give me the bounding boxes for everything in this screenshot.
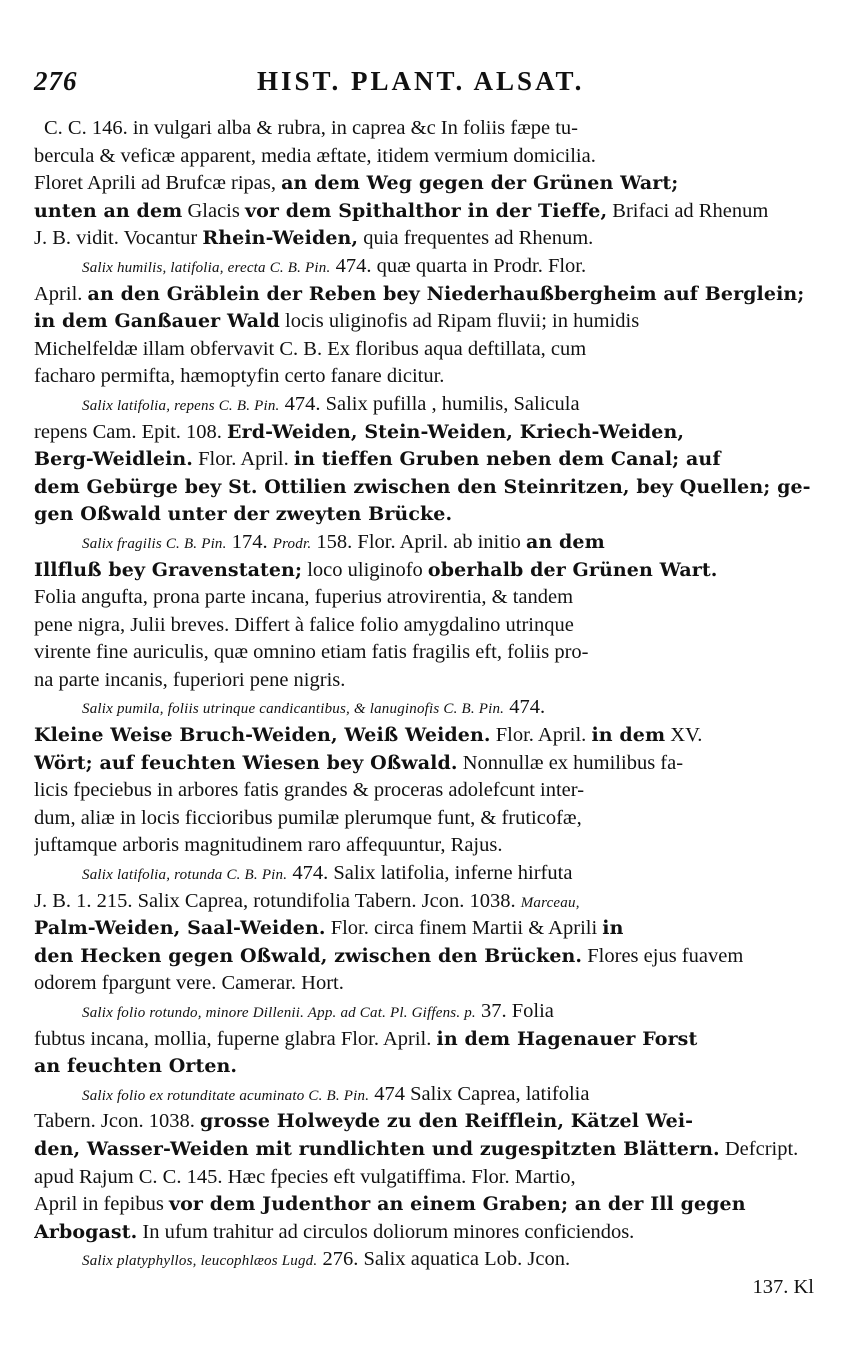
latin-text: Flores ejus fuavem	[582, 944, 744, 967]
text-line	[34, 970, 824, 998]
citation-text: Salix humilis, latifolia, erecta C. B. Pin.	[82, 259, 331, 276]
text-line	[34, 1053, 824, 1081]
text-line	[34, 474, 824, 502]
german-text: grosse Holweyde zu den Reifflein, Kätzel Wei-	[199, 1110, 694, 1133]
latin-text: Flor. April.	[490, 724, 592, 747]
text-line	[34, 1026, 824, 1054]
text-line	[34, 557, 824, 585]
body-text	[34, 115, 824, 1302]
german-text: Palm-Weiden, Saal-Weiden.	[34, 917, 326, 940]
german-text: unten an dem	[34, 199, 183, 222]
latin-text: J. B. 1. 215. Salix Caprea, rotundifolia Tabern. Jcon. 1038.	[34, 889, 521, 912]
text-line	[34, 115, 824, 143]
citation-text: Salix latifolia, rotunda C. B. Pin.	[82, 867, 288, 884]
text-line	[34, 1108, 824, 1136]
latin-text: na parte incanis, fuperiori pene nigris.	[34, 668, 346, 691]
latin-text: pene nigra, Julii breves. Differt à falice folio amygdalino utrinque	[34, 613, 574, 636]
text-line	[34, 777, 824, 805]
running-title: HIST. PLANT. ALSAT.	[257, 66, 585, 96]
german-text: vor dem Judenthor an einem Graben; an der Ill gegen	[168, 1193, 746, 1216]
latin-text: loco uliginofo	[302, 558, 428, 581]
german-text: Wört; auf feuchten Wiesen bey Oßwald.	[34, 751, 458, 774]
text-line	[34, 943, 824, 971]
german-text: Erd-Weiden, Stein-Weiden, Kriech-Weiden,	[227, 420, 685, 443]
text-line	[34, 281, 824, 309]
german-text: Illfluß bey Gravenstaten;	[34, 558, 303, 581]
german-text: Berg-Weidlein.	[34, 448, 194, 471]
german-text: an dem Weg gegen der Grünen Wart;	[281, 172, 679, 195]
latin-text: 137. Kl	[752, 1275, 814, 1298]
german-text: gen Oßwald unter der zweyten Brücke.	[34, 503, 453, 526]
text-line	[34, 1274, 824, 1302]
german-text: in dem Ganßauer Wald	[34, 310, 280, 333]
latin-text: Brifaci ad Rhenum	[607, 199, 769, 222]
text-line	[34, 419, 824, 447]
latin-text: juftamque arboris magnitudinem raro affequuntur, Rajus.	[34, 834, 503, 857]
german-text: in	[602, 917, 624, 940]
latin-text: In ufum trahitur ad circulos doliorum minores conficiendos.	[137, 1220, 635, 1243]
citation-text: Prodr.	[272, 535, 312, 552]
citation-text: Salix folio ex rotunditate acuminato C. B. Pin.	[82, 1087, 370, 1104]
citation-text: Salix latifolia, repens C. B. Pin.	[82, 397, 280, 414]
text-line	[34, 750, 824, 778]
german-text: den Hecken gegen Oßwald, zwischen den Brücken.	[34, 944, 583, 967]
latin-text: 174.	[226, 530, 273, 553]
latin-text: April in fepibus	[34, 1193, 169, 1216]
page-number: 276	[34, 66, 78, 96]
latin-text: Nonnullæ ex humilibus fa-	[457, 751, 684, 774]
text-line	[34, 170, 824, 198]
latin-text: Glacis	[182, 199, 245, 222]
latin-text: Flor. circa finem Martii & Aprili	[325, 917, 603, 940]
text-line	[34, 722, 824, 750]
citation-text: Salix pumila, foliis utrinque candicantibus, & lanuginofis C. B. Pin.	[82, 701, 505, 718]
latin-text: C. C. 146. in vulgari alba & rubra, in caprea &c In foliis fæpe tu-	[44, 117, 579, 139]
latin-text: Tabern. Jcon. 1038.	[34, 1110, 200, 1133]
latin-text: 474. Salix latifolia, inferne hirfuta	[287, 862, 573, 885]
text-line	[34, 1136, 824, 1164]
citation-text: Salix fragilis C. B. Pin.	[82, 535, 227, 552]
text-line	[34, 501, 824, 529]
latin-text: Flor. April.	[193, 448, 294, 471]
latin-text: bercula & veficæ apparent, media æftate, itidem vermium domicilia.	[34, 144, 596, 167]
latin-text: 474. Salix pufilla , humilis, Salicula	[279, 392, 580, 415]
text-line	[34, 1081, 824, 1109]
citation-text: Salix platyphyllos, leucophlæos Lugd.	[82, 1253, 318, 1270]
text-line	[34, 888, 824, 916]
german-text: an dem	[526, 530, 605, 553]
text-line	[34, 639, 824, 667]
latin-text: odorem fpargunt vere. Camerar. Hort.	[34, 972, 344, 995]
text-line	[34, 612, 824, 640]
latin-text: 474.	[504, 696, 546, 719]
text-line	[34, 391, 824, 419]
text-line	[34, 225, 824, 253]
latin-text: XV.	[665, 724, 703, 747]
german-text: den, Wasser-Weiden mit rundlichten und zugespitzten Blättern.	[34, 1137, 720, 1160]
text-line	[34, 832, 824, 860]
latin-text: 158. Flor. April. ab initio	[311, 530, 526, 553]
latin-text: virente fine auriculis, quæ omnino etiam fatis fragilis eft, foliis pro-	[34, 641, 589, 664]
text-line	[34, 998, 824, 1026]
german-text: in dem Hagenauer Forst	[436, 1027, 698, 1050]
page-header	[34, 66, 824, 106]
german-text: in dem	[591, 724, 666, 747]
text-line	[34, 1164, 824, 1192]
latin-text: quia frequentes ad Rhenum.	[358, 227, 594, 250]
text-line	[34, 1246, 824, 1274]
latin-text: Floret Aprili ad Brufcæ ripas,	[34, 172, 282, 195]
german-text: Kleine Weise Bruch-Weiden, Weiß Weiden.	[34, 724, 491, 747]
text-line	[34, 336, 824, 364]
german-text: Rhein-Weiden,	[202, 227, 359, 250]
latin-text: J. B. vidit. Vocantur	[34, 227, 203, 250]
latin-text: 474 Salix Caprea, latifolia	[369, 1082, 590, 1105]
latin-text: Defcript.	[719, 1137, 799, 1160]
latin-text: 276. Salix aquatica Lob. Jcon.	[317, 1248, 571, 1271]
latin-text: facharo permifta, hæmoptyfin certo fanare dicitur.	[34, 365, 445, 388]
latin-text: dum, aliæ in locis ficcioribus pumilæ plerumque funt, & fruticofæ,	[34, 806, 582, 829]
latin-text: fubtus incana, mollia, fuperne glabra Flor. April.	[34, 1027, 437, 1050]
german-text: vor dem Spithalthor in der Tieffe,	[244, 199, 608, 222]
german-text: an feuchten Orten.	[34, 1055, 238, 1078]
latin-text: 37. Folia	[475, 1000, 554, 1022]
latin-text: Michelfeldæ illam obfervavit C. B. Ex floribus aqua deftillata, cum	[34, 337, 587, 360]
text-line	[34, 694, 824, 722]
german-text: an den Gräblein der Reben bey Niederhaußbergheim auf Berglein;	[87, 282, 805, 305]
text-line	[34, 1191, 824, 1219]
latin-text: locis uliginofis ad Ripam fluvii; in humidis	[279, 310, 640, 333]
text-line	[34, 667, 824, 695]
citation-text: Marceau,	[520, 894, 580, 911]
german-text: Arbogast.	[34, 1220, 138, 1243]
german-text: in tieffen Gruben neben dem Canal; auf	[293, 448, 721, 471]
german-text: oberhalb der Grünen Wart.	[427, 558, 718, 581]
latin-text: apud Rajum C. C. 145. Hæc fpecies eft vulgatiffima. Flor. Martio,	[34, 1165, 576, 1188]
text-line	[34, 860, 824, 888]
text-line	[34, 198, 824, 226]
text-line	[34, 253, 824, 281]
latin-text: April.	[34, 282, 88, 305]
latin-text: licis fpeciebus in arbores fatis grandes & proceras adolefcunt inter-	[34, 779, 585, 802]
text-line	[34, 915, 824, 943]
citation-text: Salix folio rotundo, minore Dillenii. App. ad Cat. Pl. Giffens. p.	[82, 1005, 476, 1021]
text-line	[34, 308, 824, 336]
german-text: dem Gebürge bey St. Ottilien zwischen den Steinritzen, bey Quellen; ge-	[34, 475, 811, 498]
text-line	[34, 1219, 824, 1247]
text-line	[34, 529, 824, 557]
text-line	[34, 363, 824, 391]
text-line	[34, 584, 824, 612]
latin-text: 474. quæ quarta in Prodr. Flor.	[330, 254, 587, 277]
text-line	[34, 446, 824, 474]
latin-text: Folia angufta, prona parte incana, fuperius atrovirentia, & tandem	[34, 586, 574, 609]
text-line	[34, 805, 824, 833]
latin-text: repens Cam. Epit. 108.	[34, 420, 228, 443]
text-line	[34, 143, 824, 171]
